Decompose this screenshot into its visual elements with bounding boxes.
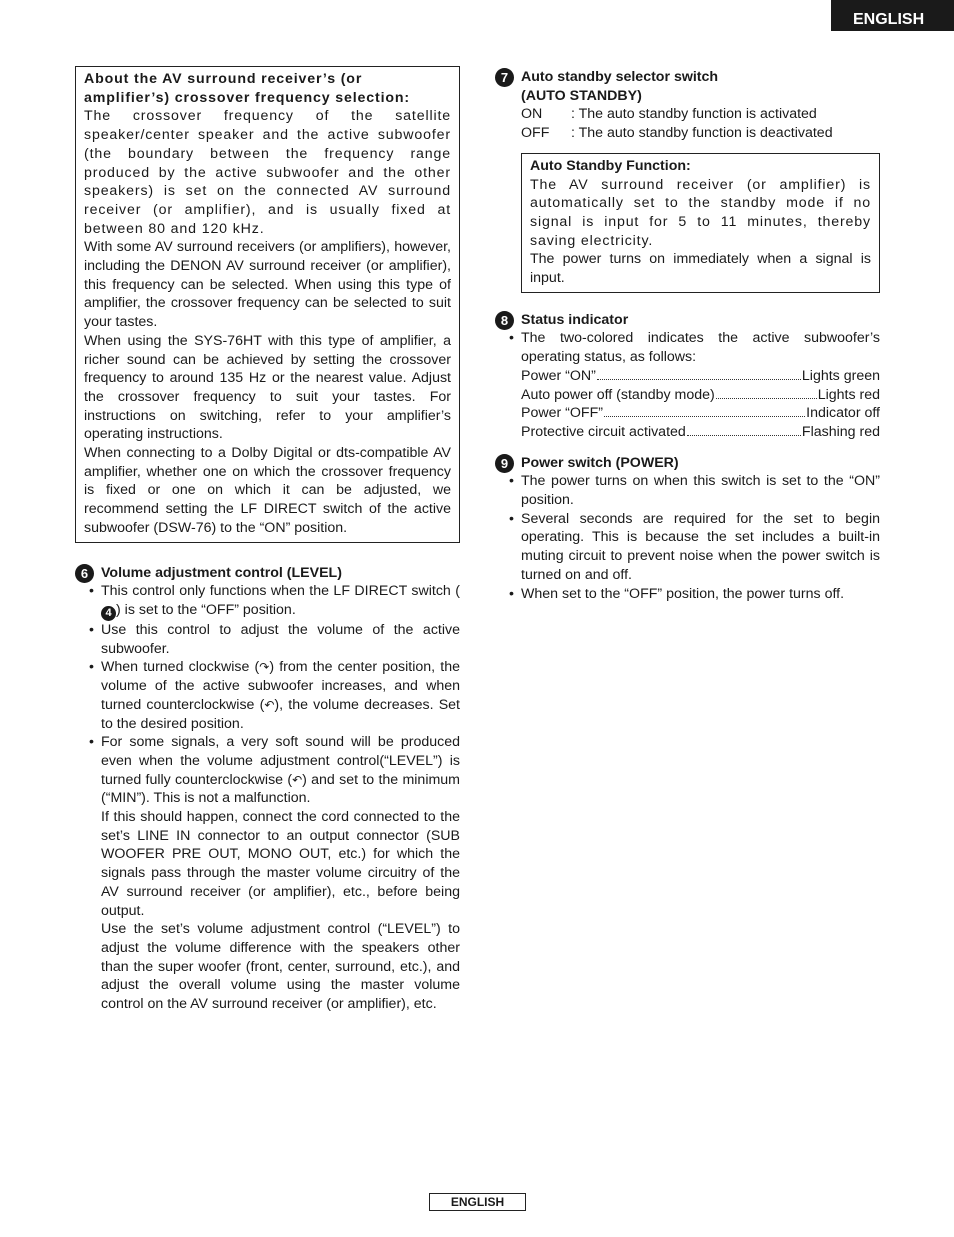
status-value: Lights red xyxy=(817,386,880,403)
list-item-extra-1: If this should happen, connect the cord connected to the set’s LINE IN connector to an output connector (SUB WOOFER PRE OUT, MONO OUT, etc.) for which the signals pass through the master volume circuitry of the AV surround receiver (or amplifier), etc., before being output. xyxy=(101,809,460,919)
footer-language-label: ENGLISH xyxy=(429,1193,526,1211)
section-8-title: Status indicator xyxy=(521,311,629,328)
list-item: • The power turns on when this switch is set to the “ON” position. xyxy=(495,472,880,509)
list-item: • When set to the “OFF” position, the power turns off. xyxy=(495,585,880,604)
counterclockwise-icon: ↶ xyxy=(292,772,303,787)
status-row xyxy=(495,386,880,405)
ref-number-4: 4 xyxy=(101,606,116,621)
list-item xyxy=(75,582,460,621)
status-row xyxy=(495,367,880,386)
left-column xyxy=(75,66,460,1014)
crossover-info-box xyxy=(75,66,460,543)
section-6-title: Volume adjustment control (LEVEL) xyxy=(101,564,342,581)
auto-standby-paragraph-2: The power turns on immediately when a signal is input. xyxy=(530,251,871,287)
status-label: Auto power off (standby mode) xyxy=(521,386,715,403)
text: ) from the center position, the volume of the active subwoofer increases, and when turned counterclockwise ( xyxy=(101,659,461,713)
section-6-heading xyxy=(75,564,460,583)
dot-leader xyxy=(597,379,801,380)
status-table xyxy=(495,367,880,442)
option-off xyxy=(521,124,880,143)
section-7-heading xyxy=(495,68,880,105)
status-label: Protective circuit activated xyxy=(521,423,686,440)
crossover-paragraph-2: With some AV surround receivers (or amplifiers), however, including the DENON AV surround receiver (or amplifier), this frequency can be selected. When using this type of amplifier, the crossover frequency can be selected to suit your tastes. xyxy=(84,239,451,331)
option-on xyxy=(521,105,880,124)
status-value: Lights green xyxy=(801,367,880,384)
crossover-box-title: About the AV surround receiver’s (or amplifier’s) crossover frequency selection: xyxy=(84,71,411,106)
list-item: • Use this control to adjust the volume of the active subwoofer. xyxy=(75,621,460,658)
section-7-title-line-2: (AUTO STANDBY) xyxy=(521,87,642,104)
dot-leader xyxy=(604,416,805,417)
section-6-number: 6 xyxy=(75,564,94,583)
option-key: OFF xyxy=(521,125,550,142)
section-9-number: 9 xyxy=(495,454,514,473)
status-label: Power “ON” xyxy=(521,367,596,384)
section-9-heading xyxy=(495,454,880,473)
text: ) is set to the “OFF” position. xyxy=(116,601,296,618)
option-value: : The auto standby function is activated xyxy=(571,106,817,123)
list-item: • Several seconds are required for the set to begin operating. This is because the set includes a built-in muting circuit to prevent noise when the power switch is turned on and off. xyxy=(495,510,880,585)
auto-standby-box xyxy=(521,153,880,293)
text: When turned clockwise ( xyxy=(101,659,260,676)
clockwise-icon: ↷ xyxy=(259,660,270,675)
dot-leader xyxy=(687,435,801,436)
section-8-heading xyxy=(495,311,880,330)
crossover-paragraph-4: When connecting to a Dolby Digital or dts-compatible AV amplifier, whether one on which the crossover frequency is fixed or one on which it can be adjusted, we recommend setting the LF DIRECT switch of the active subwoofer (DSW-76) to the “ON” position. xyxy=(84,445,451,536)
list-item-extra-2: Use the set’s volume adjustment control (“LEVEL”) to adjust the volume difference with the speakers other than the super woofer (front, center, surround, etc.), and adjust the overall volume using the master volume control on the AV surround receiver (or amplifier), etc. xyxy=(101,921,460,1013)
right-column xyxy=(495,68,880,603)
section-7-title-line-1: Auto standby selector switch xyxy=(521,69,719,85)
status-row xyxy=(495,423,880,442)
dot-leader xyxy=(716,398,817,399)
section-9-title: Power switch (POWER) xyxy=(521,454,679,471)
auto-standby-paragraph-1: The AV surround receiver (or amplifier) is automatically set to the standby mode if no signal is input for 5 to 11 minutes, thereby saving electricity. xyxy=(530,176,871,249)
status-row xyxy=(495,404,880,423)
section-9-list xyxy=(495,472,880,603)
language-tab: ENGLISH xyxy=(831,0,954,31)
status-label: Power “OFF” xyxy=(521,405,603,422)
text: This control only functions when the LF DIRECT switch ( xyxy=(101,583,460,600)
auto-standby-box-title: Auto Standby Function: xyxy=(530,157,691,174)
list-item xyxy=(75,733,460,1014)
status-value: Flashing red xyxy=(801,423,880,440)
section-7-options xyxy=(495,105,880,142)
list-item xyxy=(75,658,460,733)
text: For some signals, a very soft sound will be produced even when the volume adjustment control(“LEVEL”) is turned fully counterclockwise ( xyxy=(101,734,460,788)
section-7-number: 7 xyxy=(495,68,514,87)
section-8-number: 8 xyxy=(495,311,514,330)
section-8-list xyxy=(495,329,880,366)
counterclockwise-icon: ↶ xyxy=(264,697,275,712)
status-value: Indicator off xyxy=(806,405,880,422)
option-key: ON xyxy=(521,106,543,123)
list-item: • The two-colored indicates the active subwoofer’s operating status, as follows: xyxy=(495,329,880,366)
text: ), the volume decreases. Set to the desired position. xyxy=(101,696,460,732)
text: ) and set to the minimum (“MIN”). This is not a malfunction. xyxy=(101,771,460,807)
option-value: : The auto standby function is deactivated xyxy=(571,125,833,142)
section-6-list xyxy=(75,582,460,1013)
crossover-paragraph-1: The crossover frequency of the satellite speaker/center speaker and the active subwoofer (the boundary between the frequency range produced by the active subwoofer and the other speakers) is set on the connected AV surround receiver (or amplifier), and is usually fixed at between 80 and 120 kHz. xyxy=(84,108,451,237)
crossover-paragraph-3: When using the SYS-76HT with this type of amplifier, a richer sound can be achieved by setting the crossover frequency to around 135 Hz or the nearest value. Adjust the crossover frequency to suit your tastes. For instructions on switching, refer to your amplifier’s operating instructions. xyxy=(84,332,451,443)
